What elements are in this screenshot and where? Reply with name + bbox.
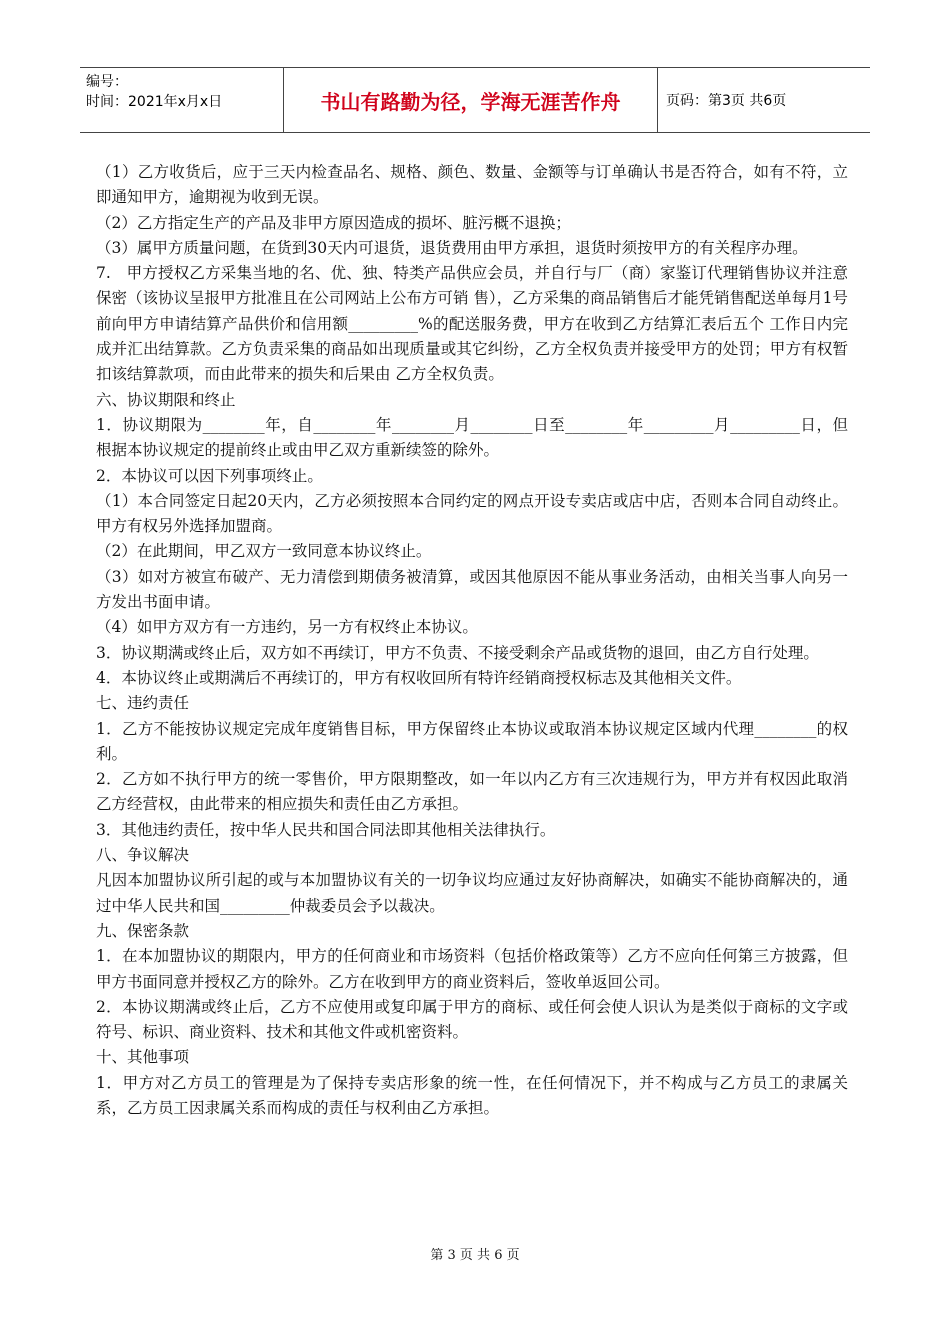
paragraph: 2．本协议可以因下列事项终止。 — [96, 466, 323, 485]
paragraph: 2．本协议期满或终止后，乙方不应使用或复印属于甲方的商标、或任何会使人识认为是类似于商标的文字或符号、标识、商业资料、技术和其他文件或机密资料。 — [96, 997, 848, 1042]
page-header — [80, 67, 870, 133]
header-motto: 书山有路勤为径，学海无涯苦作舟 — [284, 68, 658, 132]
paragraph: （4）如甲方双方有一方违约，另一方有权终止本协议。 — [96, 618, 478, 637]
paragraph: 3．其他违约责任，按中华人民共和国合同法即其他相关法律执行。 — [96, 820, 556, 839]
paragraph: （2）乙方指定生产的产品及非甲方原因造成的损坏、脏污概不退换； — [96, 213, 571, 232]
section-heading: 九、保密条款 — [96, 921, 190, 940]
paragraph: 1．协议期限为________年，自________年________月________日至________年_________月_________日，但根据本协议规定的提前终止或由甲乙双方重新续签的除外。 — [96, 415, 848, 460]
section-heading: 十、其他事项 — [96, 1048, 190, 1067]
paragraph: （2）在此期间，甲乙双方一致同意本协议终止。 — [96, 542, 432, 561]
paragraph: 7. 甲方授权乙方采集当地的名、优、独、特类产品供应会员，并自行与厂（商）家鉴订代理销售协议并注意保密（该协议呈报甲方批准且在公司网站上公布方可销 售），乙方采集的商品销售后才能凭销售配送单每月1号前向甲方申请结算产品供价和信用额_________%的配送服务费，甲方在收到乙方结算汇表后五个 工作日内完成并汇出结算款。乙方负责采集的商品如出现质量或其它纠纷，乙方全权负责并接受甲方的处罚；甲方有权暂扣该结算款项，而由此带来的损失和后果由 乙方全权负责。 — [96, 264, 848, 384]
paragraph: 4．本协议终止或期满后不再续订的，甲方有权收回所有特许经销商授权标志及其他相关文件。 — [96, 668, 742, 687]
paragraph: 凡因本加盟协议所引起的或与本加盟协议有关的一切争议均应通过友好协商解决，如确实不能协商解决的，通过中华人民共和国_________仲裁委员会予以裁决。 — [96, 871, 848, 915]
paragraph: 2．乙方如不执行甲方的统一零售价，甲方限期整改，如一年以内乙方有三次违规行为，甲方并有权因此取消乙方经营权，由此带来的相应损失和责任由乙方承担。 — [96, 770, 848, 814]
paragraph: （1）乙方收货后，应于三天内检查品名、规格、颜色、数量、金额等与订单确认书是否符合，如有不符，立即通知甲方，逾期视为收到无误。 — [96, 163, 848, 207]
header-page-number: 页码：第3页 共6页 — [666, 93, 787, 109]
paragraph: （3）属甲方质量问题，在货到30天内可退货，退货费用由甲方承担，退货时须按甲方的有关程序办理。 — [96, 238, 808, 257]
paragraph: （3）如对方被宣布破产、无力清偿到期债务被清算，或因其他原因不能从事业务活动，由相关当事人向另一方发出书面申请。 — [96, 567, 848, 612]
section-heading: 六、协议期限和终止 — [96, 390, 236, 409]
page-footer: 第 3 页 共 6 页 — [430, 1248, 520, 1263]
document-body — [96, 160, 848, 1121]
section-heading: 八、争议解决 — [96, 846, 190, 865]
paragraph: 3．协议期满或终止后，双方如不再续订，甲方不负责、不接受剩余产品或货物的退回，由乙方自行处理。 — [96, 643, 819, 662]
paragraph: 1．甲方对乙方员工的管理是为了保持专卖店形象的统一性，在任何情况下，并不构成与乙方员工的隶属关系，乙方员工因隶属关系而构成的责任与权利由乙方承担。 — [96, 1073, 848, 1117]
paragraph: （1）本合同签定日起20天内，乙方必须按照本合同约定的网点开设专卖店或店中店，否则本合同自动终止。甲方有权另外选择加盟商。 — [96, 491, 848, 536]
paragraph: 1．乙方不能按协议规定完成年度销售目标，甲方保留终止本协议或取消本协议规定区域内代理________的权利。 — [96, 719, 848, 763]
document-date-label: 时间：2021年x月x日 — [86, 94, 223, 110]
header-meta — [80, 68, 284, 132]
paragraph: 1．在本加盟协议的期限内，甲方的任何商业和市场资料（包括价格政策等）乙方不应向任何第三方披露，但甲方书面同意并授权乙方的除外。乙方在收到甲方的商业资料后，签收单返回公司。 — [96, 947, 848, 991]
document-number-label: 编号： — [86, 74, 128, 90]
section-heading: 七、违约责任 — [96, 694, 190, 713]
